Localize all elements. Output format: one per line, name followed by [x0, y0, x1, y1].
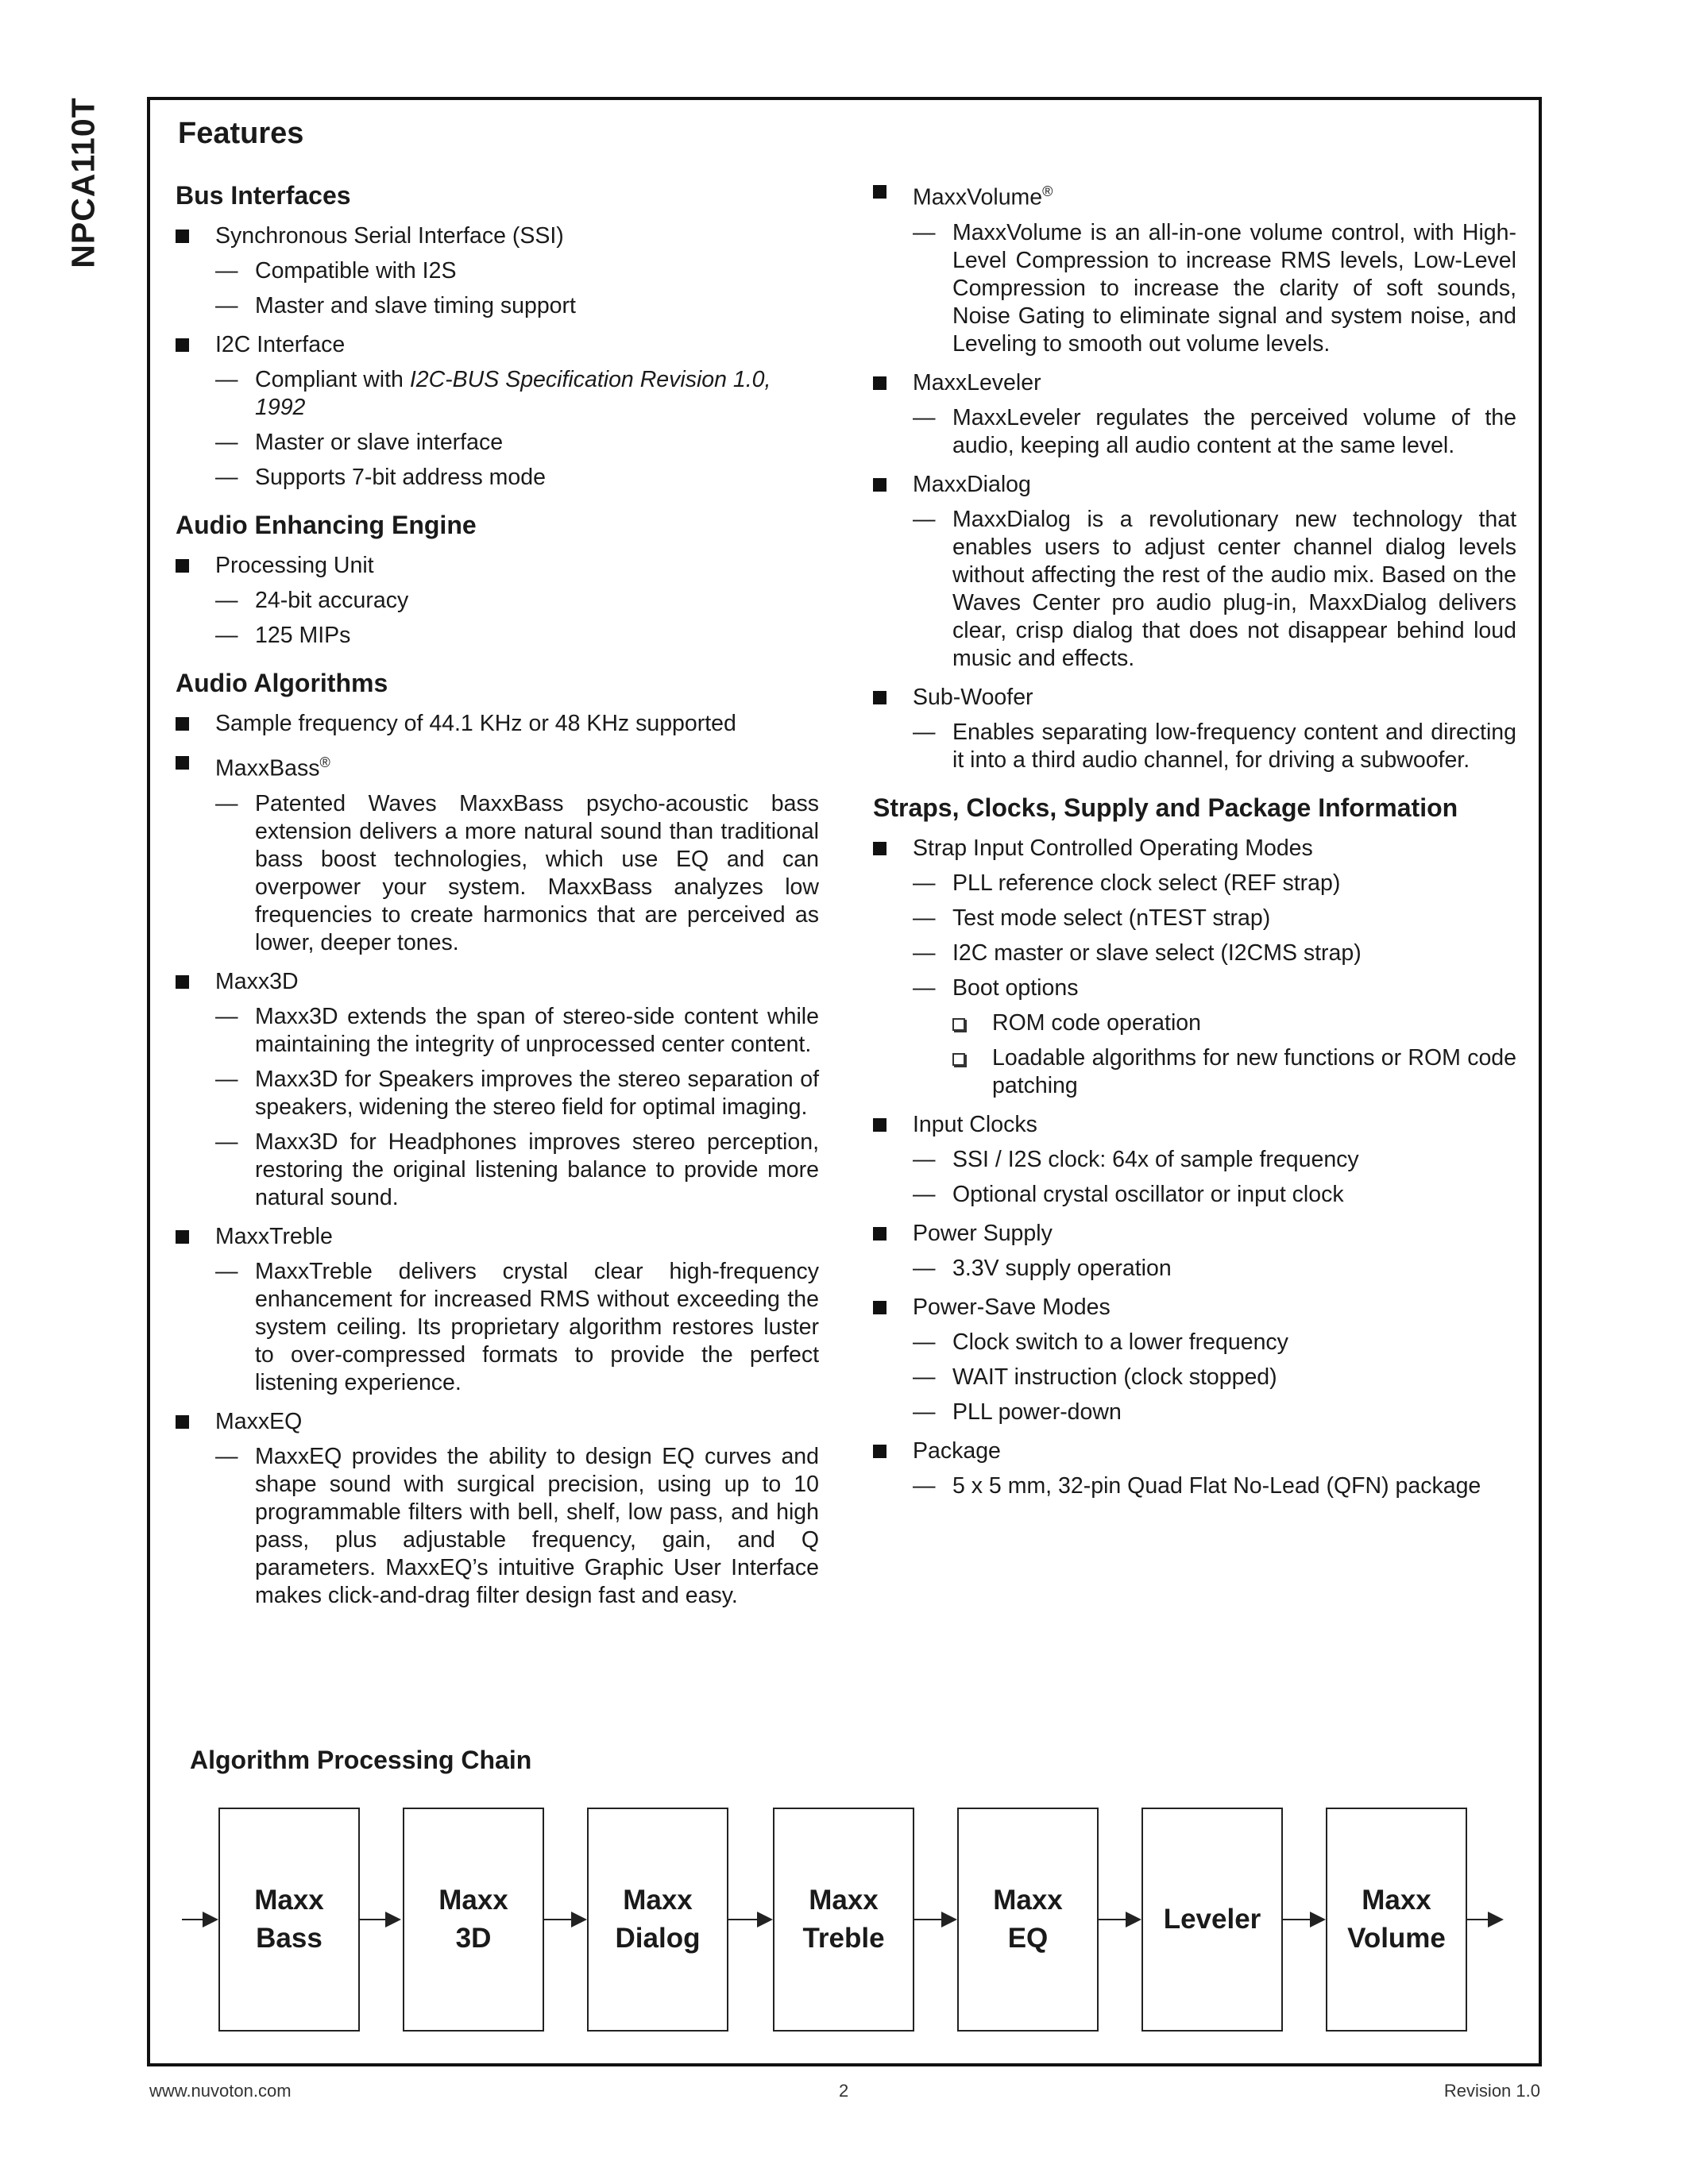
section-bus-interfaces	[176, 179, 819, 492]
square-bullet-icon	[873, 1118, 886, 1132]
sub-item: — Maxx3D extends the span of stereo-side content while maintaining the integrity of unprocessed center content.	[215, 1003, 819, 1057]
arrow-icon	[1467, 1919, 1502, 1920]
bullet-item: MaxxTreble — MaxxTreble delivers crystal clear high-frequency enhancement for increased RMS without exceeding the system ceiling. Its proprietary algorithm restores luster to over-compressed formats to provide the perfect listening experience.	[176, 1223, 819, 1397]
sub-item: — MaxxTreble delivers crystal clear high-frequency enhancement for increased RMS without exceeding the system ceiling. Its proprietary algorithm restores luster to over-compressed formats to provide the perfect listening experience.	[215, 1258, 819, 1395]
sub-item: — Supports 7-bit address mode	[215, 465, 546, 490]
footer-revision: Revision 1.0	[1443, 2081, 1540, 2101]
sub-item: — Compatible with I2S	[215, 258, 457, 284]
square-bullet-icon	[176, 559, 189, 573]
chain-block-maxx-treble: Maxx Treble	[773, 1808, 914, 2032]
sub-item: — Enables separating low-frequency content and directing it into a third audio channel, for driving a subwoofer.	[913, 719, 1516, 773]
square-bullet-icon	[873, 1445, 886, 1458]
section-audio-enhancing-engine	[176, 509, 819, 650]
section-straps-clocks	[873, 792, 1516, 1500]
section-audio-algorithms	[176, 667, 819, 1610]
footer-page-number: 2	[839, 2081, 849, 2101]
section-maxx-algorithms-cont	[873, 178, 1516, 774]
square-bullet-icon	[873, 842, 886, 855]
sub-item: — MaxxDialog is a revolutionary new technology that enables users to adjust center channel dialog levels without affecting the rest of the audio mix. Based on the Waves Center pro audio plug-in, MaxxDialog delivers clear, crisp dialog that does not disappear behind loud music and effects.	[913, 506, 1516, 671]
square-bullet-icon	[873, 1227, 886, 1241]
features-frame	[147, 97, 1542, 2066]
bullet-item: MaxxBass® — Patented Waves MaxxBass psycho-acoustic bass extension delivers a more natural sound than traditional bass boost technologies, which use EQ and can overpower your system. MaxxBass analyzes low frequencies to create harmonics that are perceived as lower, deeper tones.	[176, 749, 819, 957]
chain-block-leveler: Leveler	[1141, 1808, 1283, 2032]
sub-item: — 24-bit accuracy	[215, 588, 409, 613]
square-bullet-icon	[176, 975, 189, 989]
section-heading: Audio Algorithms	[176, 669, 388, 697]
sub-item: — Boot options ROM code operation Loadable algorithms for new functions or ROM code patching	[913, 974, 1516, 1098]
square-bullet-icon	[873, 376, 886, 390]
bullet-item: Sample frequency of 44.1 KHz or 48 KHz supported	[176, 710, 819, 738]
chain-title: Algorithm Processing Chain	[190, 1746, 532, 1774]
processing-chain-diagram	[150, 1808, 1539, 2046]
bullet-item: I2C Interface — Compliant with I2C-BUS Specification Revision 1.0, 1992 — Master or slave interface — Supports 7-bit address mode	[176, 331, 819, 492]
arrow-icon	[1283, 1919, 1324, 1920]
checkbox-bullet-icon	[952, 1053, 965, 1066]
sub-item: — Test mode select (nTEST strap)	[913, 905, 1271, 931]
chain-block-maxx-eq: Maxx EQ	[957, 1808, 1099, 2032]
section-heading: Straps, Clocks, Supply and Package Information	[873, 793, 1458, 822]
sub-item: — Maxx3D for Headphones improves stereo perception, restoring the original listening balance to provide more natural sound.	[215, 1129, 819, 1210]
square-bullet-icon	[176, 1415, 189, 1429]
chain-block-maxx-dialog: Maxx Dialog	[587, 1808, 728, 2032]
sub-item: — Optional crystal oscillator or input clock	[913, 1181, 1344, 1207]
square-bullet-icon	[176, 1230, 189, 1244]
chain-block-maxx-bass: Maxx Bass	[218, 1808, 360, 2032]
arrow-icon	[182, 1919, 217, 1920]
sub-item: — Maxx3D for Speakers improves the stereo separation of speakers, widening the stereo field for optimal imaging.	[215, 1066, 819, 1120]
sub-item: — 3.3V supply operation	[913, 1255, 1172, 1281]
sub-item: — MaxxVolume is an all-in-one volume control, with High-Level Compression to increase RMS levels, Low-Level Compression to increase the clarity of soft sounds, Noise Gating to eliminate signal and system noise, and Leveling to smooth out volume levels.	[913, 219, 1516, 357]
square-bullet-icon	[176, 717, 189, 731]
footer-url: www.nuvoton.com	[149, 2081, 292, 2101]
sub-item: — PLL reference clock select (REF strap)	[913, 870, 1341, 896]
arrow-icon	[914, 1919, 956, 1920]
sub-item: — Master or slave interface	[215, 430, 504, 455]
sub-item: — MaxxEQ provides the ability to design EQ curves and shape sound with surgical precision, using up to 10 programmable filters with bell, shelf, low pass, and high pass, plus adjustable frequency, gain, and Q parameters. MaxxEQ’s intuitive Graphic User Interface makes click-and-drag filter design fast and easy.	[215, 1443, 819, 1608]
sub-item: — Master and slave timing support	[215, 293, 576, 318]
chain-block-maxx-3d: Maxx 3D	[403, 1808, 544, 2032]
bullet-item: Power Supply — 3.3V supply operation	[873, 1220, 1516, 1283]
bullet-item: MaxxDialog — MaxxDialog is a revolutionary new technology that enables users to adjust center channel dialog levels without affecting the rest of the audio mix. Based on the Waves Center pro audio plug-in, MaxxDialog delivers clear, crisp dialog that does not disappear behind loud music and effects.	[873, 471, 1516, 673]
arrow-icon	[728, 1919, 771, 1920]
chain-block-maxx-volume: Maxx Volume	[1326, 1808, 1467, 2032]
sub-item: — WAIT instruction (clock stopped)	[913, 1364, 1277, 1390]
checkbox-bullet-icon	[952, 1018, 965, 1031]
bullet-item: MaxxLeveler — MaxxLeveler regulates the perceived volume of the audio, keeping all audio content at the same level.	[873, 369, 1516, 460]
sub-item: — PLL power-down	[913, 1399, 1122, 1425]
square-bullet-icon	[873, 691, 886, 704]
arrow-icon	[544, 1919, 585, 1920]
bullet-item: Package — 5 x 5 mm, 32-pin Quad Flat No-Lead (QFN) package	[873, 1437, 1516, 1500]
boot-option-item: ROM code operation	[952, 1009, 1516, 1037]
square-bullet-icon	[873, 478, 886, 492]
left-column	[176, 179, 819, 1627]
section-heading: Bus Interfaces	[176, 181, 351, 210]
square-bullet-icon	[873, 185, 886, 199]
sub-item: — Patented Waves MaxxBass psycho-acoustic bass extension delivers a more natural sound than traditional bass boost technologies, which use EQ and can overpower your system. MaxxBass analyzes low frequencies to create harmonics that are perceived as lower, deeper tones.	[215, 790, 819, 955]
square-bullet-icon	[176, 338, 189, 352]
sub-item: — 125 MIPs	[215, 623, 351, 648]
boot-option-item: Loadable algorithms for new functions or ROM code patching	[952, 1044, 1516, 1100]
bullet-item: Sub-Woofer — Enables separating low-frequency content and directing it into a third audio channel, for driving a subwoofer.	[873, 684, 1516, 774]
square-bullet-icon	[873, 1301, 886, 1314]
bullet-item: MaxxEQ — MaxxEQ provides the ability to design EQ curves and shape sound with surgical precision, using up to 10 programmable filters with bell, shelf, low pass, and high pass, plus adjustable frequency, gain, and Q parameters. MaxxEQ’s intuitive Graphic User Interface makes click-and-drag filter design fast and easy.	[176, 1408, 819, 1610]
sub-item: — 5 x 5 mm, 32-pin Quad Flat No-Lead (QFN) package	[913, 1472, 1481, 1499]
features-title: Features	[178, 117, 304, 150]
bullet-item: Maxx3D — Maxx3D extends the span of stereo-side content while maintaining the integrity of unprocessed center content. — Maxx3D for Speakers improves the stereo separation of speakers, widening the stereo field for optimal imaging. — Maxx3D for Headphones improves stereo perception, restoring the original listening balance to provide more natural sound.	[176, 968, 819, 1212]
bullet-item: Input Clocks — SSI / I2S clock: 64x of sample frequency — Optional crystal oscillator or input clock	[873, 1111, 1516, 1209]
bullet-item: MaxxVolume® — MaxxVolume is an all-in-one volume control, with High-Level Compression to increase RMS levels, Low-Level Compression to increase the clarity of soft sounds, Noise Gating to eliminate signal and system noise, and Leveling to smooth out volume levels.	[873, 178, 1516, 358]
bullet-item: Power-Save Modes — Clock switch to a lower frequency — WAIT instruction (clock stopped) — PLL power-down	[873, 1294, 1516, 1426]
right-column	[873, 178, 1516, 1518]
sub-item: — MaxxLeveler regulates the perceived volume of the audio, keeping all audio content at the same level.	[913, 404, 1516, 458]
sub-item: — I2C master or slave select (I2CMS strap)	[913, 940, 1362, 966]
square-bullet-icon	[176, 756, 189, 770]
bullet-item: Processing Unit — 24-bit accuracy — 125 MIPs	[176, 552, 819, 650]
bullet-item: Synchronous Serial Interface (SSI) — Compatible with I2S — Master and slave timing support	[176, 222, 819, 320]
spec-reference: I2C-BUS Specification Revision 1.0, 1992	[255, 367, 771, 420]
arrow-icon	[360, 1919, 400, 1920]
sub-item: — Clock switch to a lower frequency	[913, 1329, 1288, 1355]
section-heading: Audio Enhancing Engine	[176, 511, 477, 539]
square-bullet-icon	[176, 230, 189, 243]
bullet-item: Strap Input Controlled Operating Modes — PLL reference clock select (REF strap) — Test mode select (nTEST strap) — I2C master or slave select (I2CMS strap) — Boot options ROM code operation Loadable algorithms for new functions or ROM code patching	[873, 835, 1516, 1100]
arrow-icon	[1099, 1919, 1140, 1920]
sub-item: — SSI / I2S clock: 64x of sample frequency	[913, 1146, 1359, 1172]
side-title: NPCA110T	[64, 97, 102, 268]
sub-item: — Compliant with I2C-BUS Specification Revision 1.0, 1992	[215, 367, 771, 420]
